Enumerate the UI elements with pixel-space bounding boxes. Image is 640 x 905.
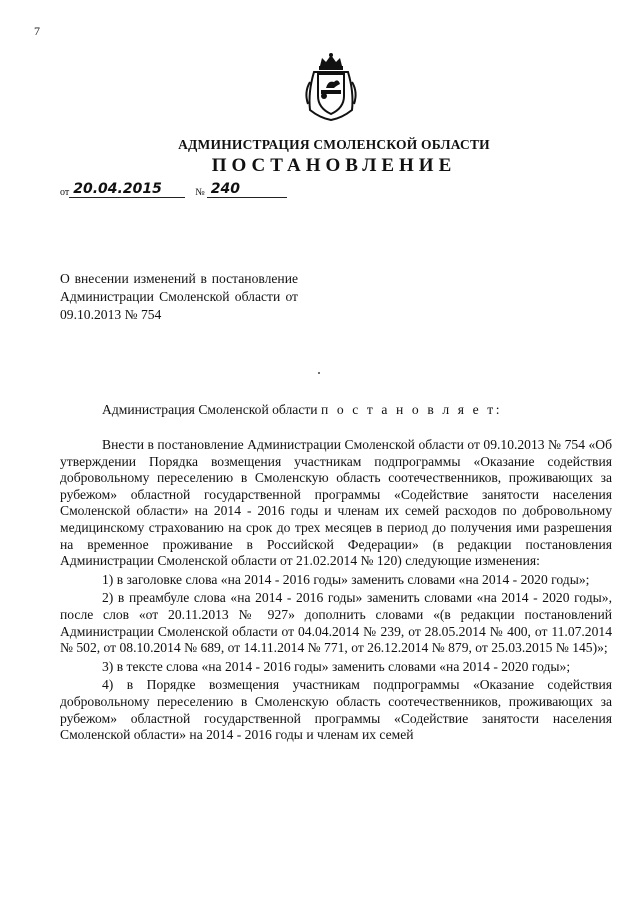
- resolution-preamble: [102, 402, 502, 418]
- body-paragraph: 3) в тексте слова «на 2014 - 2016 годы» заменить словами «на 2014 - 2020 годы»;: [102, 658, 571, 674]
- document-subject: О внесении изменений в постановление Администрации Смоленской области от 09.10.2013 № 754: [60, 271, 298, 322]
- document-body: [60, 437, 612, 744]
- handwritten-number: 240: [207, 181, 287, 198]
- body-paragraph: 4) в Порядке возмещения участникам подпрограммы «Оказание содействия добровольному переселению в Смоленскую область соотечественников, проживающих за рубежом» областной государственной программы «Содействие занятости населения Смоленской области» на 2014 - 2016 годы и членам их семей: [60, 677, 612, 743]
- handwritten-date: 20.04.2015: [69, 181, 185, 198]
- number-prefix: №: [195, 187, 205, 198]
- date-prefix: от: [60, 187, 70, 198]
- body-paragraph: Внести в постановление Администрации Смоленской области от 09.10.2013 № 754 «Об утверждении Порядка возмещения участникам подпрограммы «Оказание содействия добровольному переселению в Смоленскую область соотечественников, проживающих за рубежом» областной государственной программы «Содействие занятости населения Смоленской области» на 2014 - 2016 годы и членам их семей расходов по добровольному медицинскому страхованию на срок до трех месяцев в период до получения ими разрешения на временное проживание в Российской Федерации» (в редакции постановления Администрации Смоленской области от 21.02.2014 № 120) следующие изменения:: [60, 437, 612, 569]
- body-paragraph: 2) в преамбуле слова «на 2014 - 2016 годы» заменить словами «на 2014 - 2020 годы», после слов «от 20.11.2013 № 927» дополнить словами «(в редакции постановлений Администрации Смоленской области от 04.04.2014 № 239, от 28.05.2014 № 400, от 11.07.2014 № 502, от 08.10.2014 № 689, от 14.11.2014 № 771, от 26.12.2014 № 879, от 25.03.2015 № 145)»;: [60, 590, 612, 656]
- document-type-title: ПОСТАНОВЛЕНИЕ: [211, 155, 457, 176]
- body-paragraph: 1) в заголовке слова «на 2014 - 2016 годы» заменить словами «на 2014 - 2020 годы»;: [102, 571, 590, 587]
- registration-line: [60, 181, 287, 198]
- preamble-lead: Администрация Смоленской области: [102, 402, 318, 417]
- organization-name: АДМИНИСТРАЦИЯ СМОЛЕНСКОЙ ОБЛАСТИ: [178, 137, 490, 152]
- corner-mark: 7: [34, 24, 40, 38]
- coat-of-arms-icon: [300, 52, 362, 122]
- preamble-verb: п о с т а н о в л я е т:: [320, 402, 503, 417]
- stray-mark: [318, 372, 320, 374]
